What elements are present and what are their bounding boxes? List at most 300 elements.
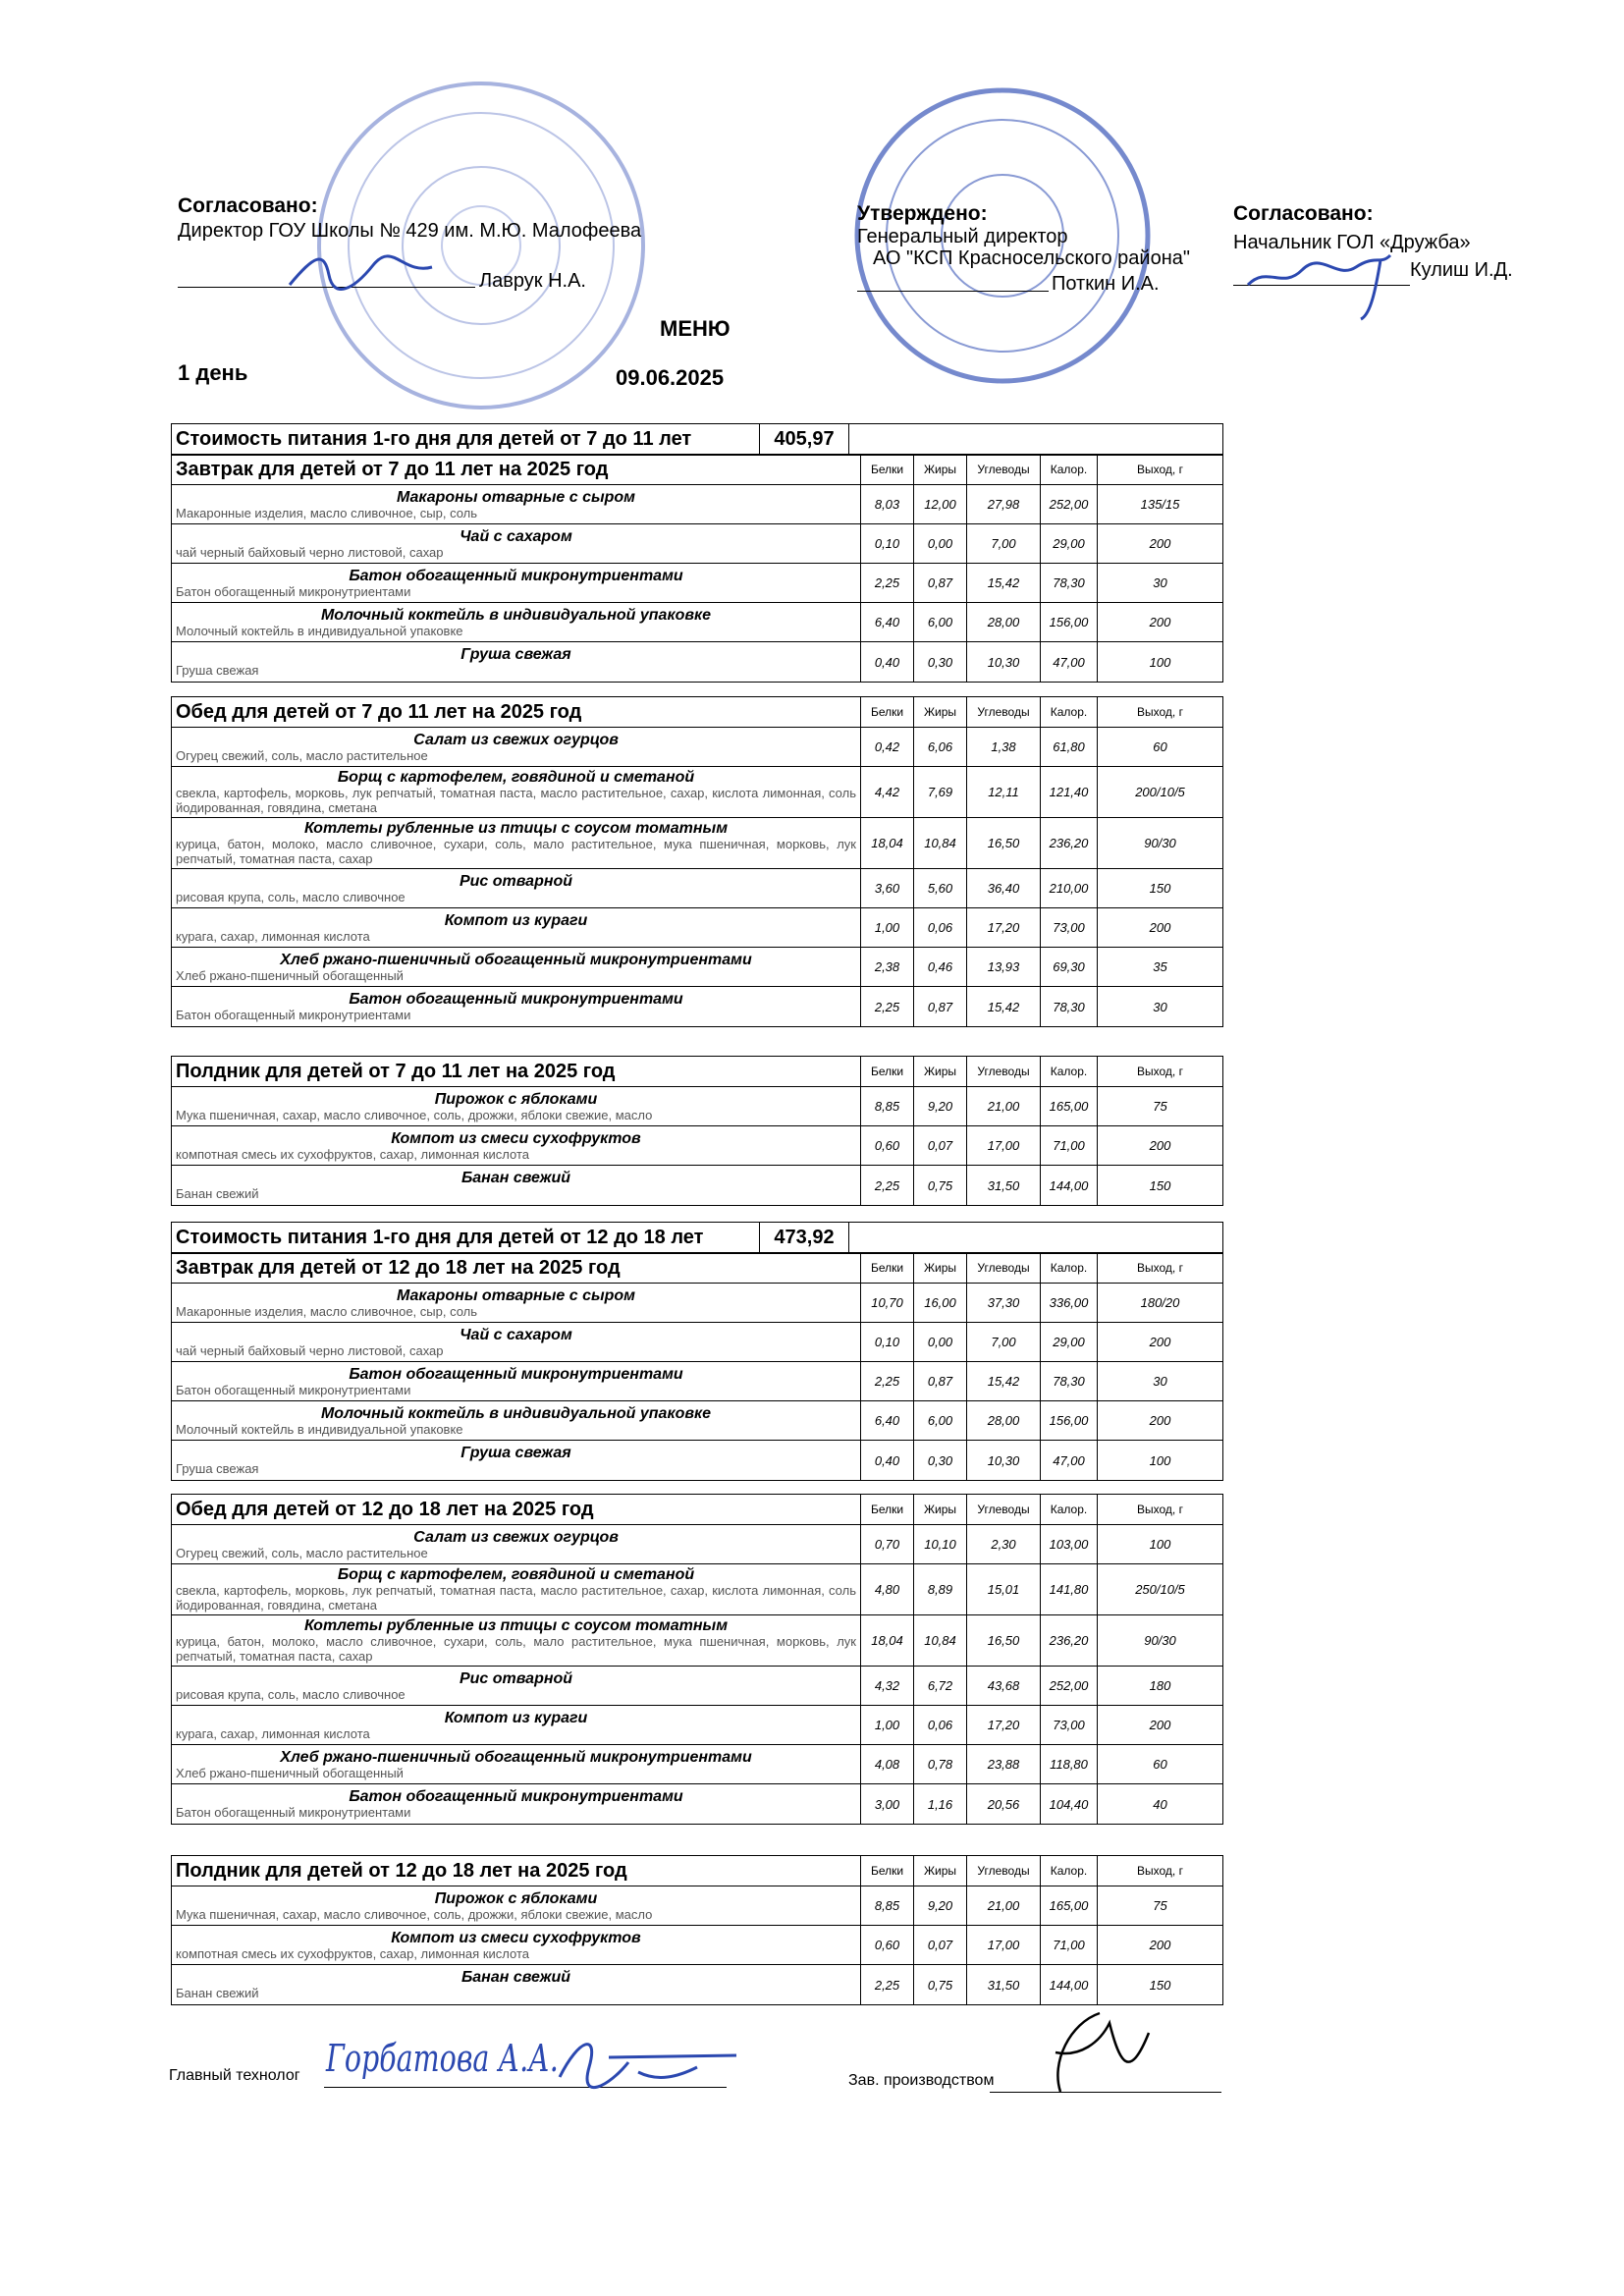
day-label: 1 день bbox=[178, 360, 248, 385]
right-approver-name: Кулиш И.Д. bbox=[1410, 259, 1513, 281]
menu-item-row bbox=[172, 1087, 1222, 1126]
dish-ingredients: рисовая крупа, соль, масло сливочное bbox=[176, 1686, 406, 1702]
cost-value: 405,97 bbox=[759, 424, 849, 455]
fat-value: 0,75 bbox=[913, 1166, 966, 1205]
dish-name: Батон обогащенный микронутриентами bbox=[349, 991, 683, 1008]
dish-name: Компот из смеси сухофруктов bbox=[391, 1129, 641, 1147]
column-header-carbs: Углеводы bbox=[966, 1856, 1040, 1886]
fat-value: 0,00 bbox=[913, 524, 966, 563]
center-signature-line bbox=[857, 291, 1049, 292]
dish-cell bbox=[172, 1926, 860, 1964]
dish-cell bbox=[172, 1362, 860, 1400]
cost-row-12-18 bbox=[171, 1222, 1223, 1254]
protein-value: 4,32 bbox=[860, 1667, 913, 1705]
fat-value: 0,30 bbox=[913, 1441, 966, 1480]
protein-value: 4,80 bbox=[860, 1564, 913, 1614]
carbs-value: 10,30 bbox=[966, 1441, 1040, 1480]
menu-item-row bbox=[172, 1441, 1222, 1480]
dish-name: Пирожок с яблоками bbox=[434, 1090, 598, 1108]
menu-item-row bbox=[172, 1525, 1222, 1564]
dish-ingredients: Батон обогащенный микронутриентами bbox=[176, 1008, 411, 1022]
dish-ingredients: свекла, картофель, морковь, лук репчатый, томатная паста, масло растительное, сахар, кислота лимонная, соль йодированная, говядина, сметана bbox=[176, 1583, 856, 1613]
calories-value: 336,00 bbox=[1040, 1284, 1097, 1322]
column-header-fat: Жиры bbox=[913, 1057, 966, 1086]
calories-value: 47,00 bbox=[1040, 642, 1097, 682]
carbs-value: 28,00 bbox=[966, 603, 1040, 641]
left-approval-title: Согласовано: bbox=[178, 194, 318, 217]
calories-value: 73,00 bbox=[1040, 908, 1097, 947]
column-header-carbs: Углеводы bbox=[966, 1253, 1040, 1283]
dish-name: Компот из кураги bbox=[444, 1709, 588, 1726]
carbs-value: 10,30 bbox=[966, 642, 1040, 682]
dish-cell bbox=[172, 1441, 860, 1480]
column-header-protein: Белки bbox=[860, 1057, 913, 1086]
column-header-yield: Выход, г bbox=[1097, 1057, 1222, 1086]
protein-value: 0,40 bbox=[860, 642, 913, 682]
carbs-value: 27,98 bbox=[966, 485, 1040, 523]
protein-value: 3,60 bbox=[860, 869, 913, 907]
yield-value: 200 bbox=[1097, 1706, 1222, 1744]
calories-value: 121,40 bbox=[1040, 767, 1097, 817]
dish-ingredients: свекла, картофель, морковь, лук репчатый, томатная паста, масло растительное, сахар, кислота лимонная, соль йодированная, говядина, сметана bbox=[176, 786, 856, 815]
dish-cell bbox=[172, 767, 860, 817]
column-header-protein: Белки bbox=[860, 455, 913, 484]
right-approval-title: Согласовано: bbox=[1233, 202, 1374, 225]
carbs-value: 28,00 bbox=[966, 1401, 1040, 1440]
fat-value: 1,16 bbox=[913, 1784, 966, 1824]
fat-value: 6,72 bbox=[913, 1667, 966, 1705]
calories-value: 61,80 bbox=[1040, 728, 1097, 766]
dish-name: Батон обогащенный микронутриентами bbox=[349, 567, 683, 584]
dish-cell bbox=[172, 1401, 860, 1440]
dish-name: Салат из свежих огурцов bbox=[413, 1528, 619, 1546]
protein-value: 1,00 bbox=[860, 908, 913, 947]
dish-name: Молочный коктейль в индивидуальной упаковке bbox=[320, 1404, 712, 1422]
yield-value: 100 bbox=[1097, 642, 1222, 682]
yield-value: 75 bbox=[1097, 1886, 1222, 1925]
dish-ingredients: Груша свежая bbox=[176, 663, 259, 678]
yield-value: 200 bbox=[1097, 1401, 1222, 1440]
calories-value: 29,00 bbox=[1040, 1323, 1097, 1361]
calories-value: 236,20 bbox=[1040, 1615, 1097, 1666]
right-signature bbox=[1243, 246, 1420, 324]
dish-ingredients: Батон обогащенный микронутриентами bbox=[176, 1805, 411, 1820]
menu-title: МЕНЮ bbox=[660, 316, 731, 341]
menu-item-row bbox=[172, 1564, 1222, 1615]
fat-value: 10,10 bbox=[913, 1525, 966, 1563]
column-header-fat: Жиры bbox=[913, 1495, 966, 1524]
dish-name: Рис отварной bbox=[459, 872, 573, 890]
calories-value: 78,30 bbox=[1040, 987, 1097, 1026]
section-header bbox=[172, 1495, 1222, 1525]
dish-cell bbox=[172, 869, 860, 907]
calories-value: 236,20 bbox=[1040, 818, 1097, 868]
carbs-value: 31,50 bbox=[966, 1965, 1040, 2004]
production-head-label: Зав. производством bbox=[848, 2072, 995, 2089]
menu-item-row bbox=[172, 767, 1222, 818]
carbs-value: 15,42 bbox=[966, 564, 1040, 602]
fat-value: 0,87 bbox=[913, 987, 966, 1026]
yield-value: 60 bbox=[1097, 728, 1222, 766]
protein-value: 18,04 bbox=[860, 1615, 913, 1666]
protein-value: 0,40 bbox=[860, 1441, 913, 1480]
section-title: Полдник для детей от 12 до 18 лет на 2025 год bbox=[176, 1860, 627, 1882]
yield-value: 90/30 bbox=[1097, 1615, 1222, 1666]
calories-value: 156,00 bbox=[1040, 603, 1097, 641]
column-header-carbs: Углеводы bbox=[966, 455, 1040, 484]
carbs-value: 21,00 bbox=[966, 1886, 1040, 1925]
section-header bbox=[172, 1253, 1222, 1284]
protein-value: 2,25 bbox=[860, 1965, 913, 2004]
fat-value: 5,60 bbox=[913, 869, 966, 907]
menu-item-row bbox=[172, 869, 1222, 908]
dish-ingredients: Банан свежий bbox=[176, 1186, 259, 1201]
carbs-value: 1,38 bbox=[966, 728, 1040, 766]
dish-ingredients: чай черный байховый черно листовой, сахар bbox=[176, 544, 444, 560]
yield-value: 200/10/5 bbox=[1097, 767, 1222, 817]
menu-item-row bbox=[172, 908, 1222, 948]
chief-technologist-label: Главный технолог bbox=[169, 2067, 300, 2084]
yield-value: 30 bbox=[1097, 564, 1222, 602]
calories-value: 71,00 bbox=[1040, 1926, 1097, 1964]
yield-value: 40 bbox=[1097, 1784, 1222, 1824]
fat-value: 0,87 bbox=[913, 1362, 966, 1400]
dish-cell bbox=[172, 603, 860, 641]
dish-cell bbox=[172, 1667, 860, 1705]
section-header bbox=[172, 455, 1222, 485]
calories-value: 165,00 bbox=[1040, 1886, 1097, 1925]
protein-value: 10,70 bbox=[860, 1284, 913, 1322]
dish-cell bbox=[172, 1564, 860, 1614]
protein-value: 2,38 bbox=[860, 948, 913, 986]
dish-ingredients: Макаронные изделия, масло сливочное, сыр, соль bbox=[176, 505, 478, 520]
dish-cell bbox=[172, 1886, 860, 1925]
carbs-value: 7,00 bbox=[966, 1323, 1040, 1361]
dish-cell bbox=[172, 1087, 860, 1125]
dish-ingredients: Хлеб ржано-пшеничный обогащенный bbox=[176, 967, 404, 983]
carbs-value: 12,11 bbox=[966, 767, 1040, 817]
calories-value: 252,00 bbox=[1040, 1667, 1097, 1705]
calories-value: 118,80 bbox=[1040, 1745, 1097, 1783]
carbs-value: 15,42 bbox=[966, 987, 1040, 1026]
carbs-value: 13,93 bbox=[966, 948, 1040, 986]
dish-cell bbox=[172, 987, 860, 1026]
dish-cell bbox=[172, 1706, 860, 1744]
production-signature bbox=[1011, 2003, 1168, 2102]
protein-value: 0,10 bbox=[860, 1323, 913, 1361]
column-header-fat: Жиры bbox=[913, 455, 966, 484]
dish-cell bbox=[172, 948, 860, 986]
fat-value: 0,07 bbox=[913, 1926, 966, 1964]
column-header-carbs: Углеводы bbox=[966, 1495, 1040, 1524]
carbs-value: 17,20 bbox=[966, 908, 1040, 947]
calories-value: 78,30 bbox=[1040, 1362, 1097, 1400]
section-lunch-12-18 bbox=[171, 1494, 1223, 1825]
fat-value: 9,20 bbox=[913, 1886, 966, 1925]
dish-cell bbox=[172, 485, 860, 523]
fat-value: 0,30 bbox=[913, 642, 966, 682]
dish-ingredients: курица, батон, молоко, масло сливочное, сухари, соль, мало растительное, мука пшеничная, морковь, лук репчатый, томатная паста, сахар bbox=[176, 837, 856, 866]
dish-name: Груша свежая bbox=[460, 1445, 571, 1461]
protein-value: 18,04 bbox=[860, 818, 913, 868]
yield-value: 75 bbox=[1097, 1087, 1222, 1125]
cost-row-7-11 bbox=[171, 423, 1223, 456]
cost-label: Стоимость питания 1-го дня для детей от 12 до 18 лет bbox=[176, 1227, 704, 1248]
dish-cell bbox=[172, 728, 860, 766]
protein-value: 8,85 bbox=[860, 1886, 913, 1925]
tech-signature bbox=[550, 2028, 746, 2097]
carbs-value: 17,20 bbox=[966, 1706, 1040, 1744]
dish-ingredients: рисовая крупа, соль, масло сливочное bbox=[176, 889, 406, 904]
yield-value: 200 bbox=[1097, 1926, 1222, 1964]
column-header-yield: Выход, г bbox=[1097, 1495, 1222, 1524]
calories-value: 144,00 bbox=[1040, 1166, 1097, 1205]
section-title: Полдник для детей от 7 до 11 лет на 2025 год bbox=[176, 1061, 616, 1082]
protein-value: 4,08 bbox=[860, 1745, 913, 1783]
column-header-yield: Выход, г bbox=[1097, 455, 1222, 484]
menu-item-row bbox=[172, 1284, 1222, 1323]
menu-item-row bbox=[172, 1706, 1222, 1745]
fat-value: 10,84 bbox=[913, 818, 966, 868]
menu-item-row bbox=[172, 1362, 1222, 1401]
menu-item-row bbox=[172, 728, 1222, 767]
column-header-fat: Жиры bbox=[913, 1253, 966, 1283]
dish-name: Компот из кураги bbox=[444, 911, 588, 929]
carbs-value: 7,00 bbox=[966, 524, 1040, 563]
menu-item-row bbox=[172, 1965, 1222, 2004]
dish-name: Чай с сахаром bbox=[460, 527, 572, 545]
dish-name: Борщ с картофелем, говядиной и сметаной bbox=[337, 769, 695, 786]
section-title: Завтрак для детей от 12 до 18 лет на 2025 год bbox=[176, 1257, 621, 1279]
calories-value: 156,00 bbox=[1040, 1401, 1097, 1440]
yield-value: 200 bbox=[1097, 524, 1222, 563]
carbs-value: 2,30 bbox=[966, 1525, 1040, 1563]
protein-value: 2,25 bbox=[860, 1166, 913, 1205]
menu-item-row bbox=[172, 1166, 1222, 1205]
cost-label: Стоимость питания 1-го дня для детей от 7 до 11 лет bbox=[176, 428, 692, 450]
menu-item-row bbox=[172, 1126, 1222, 1166]
chief-technologist-name: Горбатова А.А. bbox=[326, 2037, 559, 2080]
dish-name: Батон обогащенный микронутриентами bbox=[349, 1365, 683, 1383]
dish-ingredients: Макаронные изделия, масло сливочное, сыр, соль bbox=[176, 1303, 478, 1319]
yield-value: 135/15 bbox=[1097, 485, 1222, 523]
dish-cell bbox=[172, 1525, 860, 1563]
carbs-value: 23,88 bbox=[966, 1745, 1040, 1783]
dish-ingredients: чай черный байховый черно листовой, сахар bbox=[176, 1342, 444, 1358]
carbs-value: 36,40 bbox=[966, 869, 1040, 907]
dish-name: Компот из смеси сухофруктов bbox=[391, 1929, 641, 1946]
menu-item-row bbox=[172, 1886, 1222, 1926]
section-title: Обед для детей от 7 до 11 лет на 2025 год bbox=[176, 701, 582, 723]
calories-value: 103,00 bbox=[1040, 1525, 1097, 1563]
section-lunch-7-11 bbox=[171, 696, 1223, 1027]
menu-item-row bbox=[172, 1323, 1222, 1362]
protein-value: 3,00 bbox=[860, 1784, 913, 1824]
yield-value: 35 bbox=[1097, 948, 1222, 986]
menu-item-row bbox=[172, 1667, 1222, 1706]
dish-name: Чай с сахаром bbox=[460, 1326, 572, 1343]
section-title: Завтрак для детей от 7 до 11 лет на 2025 год bbox=[176, 459, 609, 480]
dish-ingredients: Груша свежая bbox=[176, 1461, 259, 1476]
carbs-value: 15,01 bbox=[966, 1564, 1040, 1614]
fat-value: 9,20 bbox=[913, 1087, 966, 1125]
menu-item-row bbox=[172, 1615, 1222, 1667]
dish-name: Банан свежий bbox=[460, 1170, 571, 1186]
column-header-calories: Калор. bbox=[1040, 455, 1097, 484]
carbs-value: 16,50 bbox=[966, 818, 1040, 868]
carbs-value: 37,30 bbox=[966, 1284, 1040, 1322]
protein-value: 6,40 bbox=[860, 1401, 913, 1440]
dish-name: Макароны отварные с сыром bbox=[396, 1286, 636, 1304]
protein-value: 6,40 bbox=[860, 603, 913, 641]
fat-value: 7,69 bbox=[913, 767, 966, 817]
fat-value: 0,07 bbox=[913, 1126, 966, 1165]
column-header-yield: Выход, г bbox=[1097, 697, 1222, 727]
column-header-protein: Белки bbox=[860, 697, 913, 727]
dish-name: Хлеб ржано-пшеничный обогащенный микронутриентами bbox=[280, 951, 752, 968]
column-header-calories: Калор. bbox=[1040, 1057, 1097, 1086]
section-header bbox=[172, 1856, 1222, 1886]
menu-item-row bbox=[172, 524, 1222, 564]
section-snack-12-18 bbox=[171, 1855, 1223, 2005]
protein-value: 0,60 bbox=[860, 1926, 913, 1964]
protein-value: 2,25 bbox=[860, 564, 913, 602]
calories-value: 104,40 bbox=[1040, 1784, 1097, 1824]
right-approval-position: Начальник ГОЛ «Дружба» bbox=[1233, 232, 1471, 253]
menu-item-row bbox=[172, 1926, 1222, 1965]
protein-value: 2,25 bbox=[860, 1362, 913, 1400]
dish-name: Котлеты рубленные из птицы с соусом томатным bbox=[303, 820, 729, 837]
calories-value: 78,30 bbox=[1040, 564, 1097, 602]
dish-cell bbox=[172, 564, 860, 602]
protein-value: 0,70 bbox=[860, 1525, 913, 1563]
protein-value: 4,42 bbox=[860, 767, 913, 817]
yield-value: 30 bbox=[1097, 1362, 1222, 1400]
dish-cell bbox=[172, 1745, 860, 1783]
yield-value: 100 bbox=[1097, 1441, 1222, 1480]
column-header-protein: Белки bbox=[860, 1856, 913, 1886]
dish-cell bbox=[172, 1323, 860, 1361]
calories-value: 73,00 bbox=[1040, 1706, 1097, 1744]
dish-ingredients: Молочный коктейль в индивидуальной упаковке bbox=[176, 623, 463, 638]
dish-cell bbox=[172, 1284, 860, 1322]
dish-cell bbox=[172, 1784, 860, 1824]
column-header-protein: Белки bbox=[860, 1253, 913, 1283]
fat-value: 10,84 bbox=[913, 1615, 966, 1666]
left-approver-name: Лаврук Н.А. bbox=[479, 270, 586, 292]
yield-value: 150 bbox=[1097, 1166, 1222, 1205]
dish-ingredients: Батон обогащенный микронутриентами bbox=[176, 1382, 411, 1397]
column-header-protein: Белки bbox=[860, 1495, 913, 1524]
yield-value: 60 bbox=[1097, 1745, 1222, 1783]
dish-name: Батон обогащенный микронутриентами bbox=[349, 1788, 683, 1805]
section-breakfast-12-18 bbox=[171, 1252, 1223, 1481]
menu-item-row bbox=[172, 1745, 1222, 1784]
fat-value: 0,06 bbox=[913, 1706, 966, 1744]
calories-value: 141,80 bbox=[1040, 1564, 1097, 1614]
carbs-value: 31,50 bbox=[966, 1166, 1040, 1205]
yield-value: 200 bbox=[1097, 1126, 1222, 1165]
calories-value: 165,00 bbox=[1040, 1087, 1097, 1125]
protein-value: 2,25 bbox=[860, 987, 913, 1026]
column-header-yield: Выход, г bbox=[1097, 1253, 1222, 1283]
column-header-carbs: Углеводы bbox=[966, 697, 1040, 727]
dish-name: Салат из свежих огурцов bbox=[413, 731, 619, 748]
center-approval-title: Утверждено: bbox=[857, 202, 988, 225]
section-header bbox=[172, 1057, 1222, 1087]
yield-value: 90/30 bbox=[1097, 818, 1222, 868]
menu-item-row bbox=[172, 818, 1222, 869]
menu-item-row bbox=[172, 603, 1222, 642]
dish-ingredients: Хлеб ржано-пшеничный обогащенный bbox=[176, 1765, 404, 1780]
section-snack-7-11 bbox=[171, 1056, 1223, 1206]
protein-value: 0,10 bbox=[860, 524, 913, 563]
dish-ingredients: курага, сахар, лимонная кислота bbox=[176, 1725, 370, 1741]
center-approver-name: Поткин И.А. bbox=[1052, 273, 1160, 295]
yield-value: 200 bbox=[1097, 603, 1222, 641]
menu-date: 09.06.2025 bbox=[616, 365, 725, 390]
dish-ingredients: курага, сахар, лимонная кислота bbox=[176, 928, 370, 944]
protein-value: 0,60 bbox=[860, 1126, 913, 1165]
menu-item-row bbox=[172, 948, 1222, 987]
dish-cell bbox=[172, 1965, 860, 2004]
fat-value: 0,46 bbox=[913, 948, 966, 986]
dish-name: Банан свежий bbox=[460, 1969, 571, 1986]
protein-value: 8,85 bbox=[860, 1087, 913, 1125]
carbs-value: 16,50 bbox=[966, 1615, 1040, 1666]
menu-item-row bbox=[172, 485, 1222, 524]
dish-cell bbox=[172, 524, 860, 563]
dish-ingredients: Банан свежий bbox=[176, 1986, 259, 2000]
fat-value: 6,06 bbox=[913, 728, 966, 766]
yield-value: 180/20 bbox=[1097, 1284, 1222, 1322]
yield-value: 180 bbox=[1097, 1667, 1222, 1705]
center-approval-company: АО "КСП Красносельского района" bbox=[873, 247, 1190, 269]
dish-name: Рис отварной bbox=[459, 1669, 573, 1687]
fat-value: 0,87 bbox=[913, 564, 966, 602]
section-breakfast-7-11 bbox=[171, 454, 1223, 683]
calories-value: 71,00 bbox=[1040, 1126, 1097, 1165]
column-header-calories: Калор. bbox=[1040, 1495, 1097, 1524]
calories-value: 47,00 bbox=[1040, 1441, 1097, 1480]
dish-ingredients: Батон обогащенный микронутриентами bbox=[176, 583, 411, 599]
column-header-yield: Выход, г bbox=[1097, 1856, 1222, 1886]
fat-value: 16,00 bbox=[913, 1284, 966, 1322]
column-header-calories: Калор. bbox=[1040, 1253, 1097, 1283]
dish-name: Молочный коктейль в индивидуальной упаковке bbox=[320, 606, 712, 624]
column-header-calories: Калор. bbox=[1040, 1856, 1097, 1886]
dish-ingredients: компотная смесь их сухофруктов, сахар, лимонная кислота bbox=[176, 1146, 529, 1162]
calories-value: 29,00 bbox=[1040, 524, 1097, 563]
calories-value: 69,30 bbox=[1040, 948, 1097, 986]
fat-value: 0,78 bbox=[913, 1745, 966, 1783]
fat-value: 0,75 bbox=[913, 1965, 966, 2004]
menu-item-row bbox=[172, 1784, 1222, 1824]
cost-value: 473,92 bbox=[759, 1223, 849, 1253]
dish-ingredients: Мука пшеничная, сахар, масло сливочное, соль, дрожжи, яблоки свежие, масло bbox=[176, 1107, 653, 1122]
fat-value: 12,00 bbox=[913, 485, 966, 523]
column-header-carbs: Углеводы bbox=[966, 1057, 1040, 1086]
calories-value: 252,00 bbox=[1040, 485, 1097, 523]
protein-value: 8,03 bbox=[860, 485, 913, 523]
fat-value: 6,00 bbox=[913, 603, 966, 641]
yield-value: 30 bbox=[1097, 987, 1222, 1026]
dish-name: Котлеты рубленные из птицы с соусом томатным bbox=[303, 1617, 729, 1634]
carbs-value: 15,42 bbox=[966, 1362, 1040, 1400]
calories-value: 144,00 bbox=[1040, 1965, 1097, 2004]
fat-value: 0,06 bbox=[913, 908, 966, 947]
dish-ingredients: компотная смесь их сухофруктов, сахар, лимонная кислота bbox=[176, 1945, 529, 1961]
